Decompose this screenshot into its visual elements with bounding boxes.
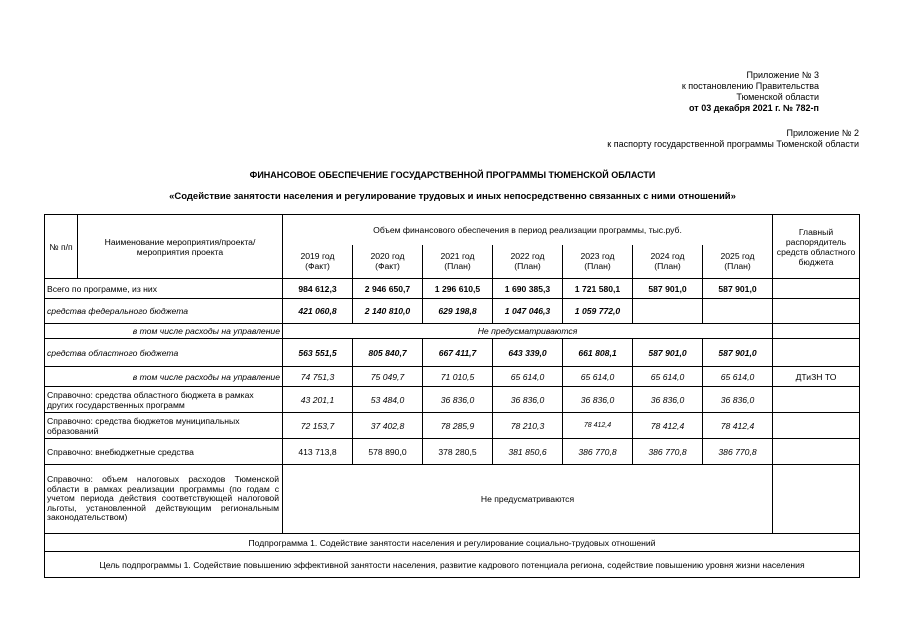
table-row-ref-tax bbox=[45, 465, 860, 534]
appendix-3-line4: от 03 декабря 2021 г. № 782-п bbox=[689, 103, 819, 113]
appendix-3-line2: к постановлению Правительства bbox=[681, 81, 819, 91]
document-title: ФИНАНСОВОЕ ОБЕСПЕЧЕНИЕ ГОСУДАРСТВЕННОЙ ПРОГРАММЫ ТЮМЕНСКОЙ ОБЛАСТИ bbox=[249, 170, 656, 180]
cell-note: Не предусматриваются bbox=[283, 324, 773, 339]
row-label: средства федерального бюджета bbox=[45, 299, 283, 324]
header-year: 2019 год (Факт) bbox=[283, 245, 353, 279]
cell-manager bbox=[773, 387, 860, 413]
cell-value: 661 808,1 bbox=[563, 339, 633, 367]
cell-value: 1 047 046,3 bbox=[493, 299, 563, 324]
appendix-3-line1: Приложение № 3 bbox=[746, 70, 819, 80]
cell-manager bbox=[773, 299, 860, 324]
cell-value: 2 946 650,7 bbox=[353, 279, 423, 299]
cell-value-empty bbox=[633, 299, 703, 324]
table-row-subprogram bbox=[45, 534, 860, 552]
row-label: Всего по программе, из них bbox=[45, 279, 283, 299]
appendix-2-line1: Приложение № 2 bbox=[786, 128, 859, 138]
table-row-ref-other-programs bbox=[45, 387, 860, 413]
cell-value: 36 836,0 bbox=[563, 387, 633, 413]
cell-value: 78 210,3 bbox=[493, 413, 563, 439]
cell-value: 78 412,4 bbox=[703, 413, 773, 439]
header-year: 2024 год (План) bbox=[633, 245, 703, 279]
cell-value: 1 721 580,1 bbox=[563, 279, 633, 299]
header-year: 2022 год (План) bbox=[493, 245, 563, 279]
row-label: Справочно: объем налоговых расходов Тюменской области в рамках реализации программы (по годам с учетом периода действия соответствующей налоговой льготы, установленной действующим региональным законодательством) bbox=[45, 465, 283, 534]
cell-value: 386 770,8 bbox=[633, 439, 703, 465]
cell-value: 805 840,7 bbox=[353, 339, 423, 367]
cell-manager bbox=[773, 465, 860, 534]
header-year: 2020 год (Факт) bbox=[353, 245, 423, 279]
cell-manager bbox=[773, 439, 860, 465]
row-label: Справочно: внебюджетные средства bbox=[45, 439, 283, 465]
cell-value: 36 836,0 bbox=[423, 387, 493, 413]
table-row-regional-mgmt bbox=[45, 367, 860, 387]
cell-manager bbox=[773, 339, 860, 367]
row-label: Справочно: средства бюджетов муниципальных образований bbox=[45, 413, 283, 439]
subprogram-goal: Цель подпрограммы 1. Содействие повышению эффективной занятости населения, развитие кадрового потенциала региона, содействие повышению уровня жизни населения bbox=[45, 552, 860, 578]
cell-value: 386 770,8 bbox=[563, 439, 633, 465]
cell-value: 36 836,0 bbox=[703, 387, 773, 413]
appendix-2-line2: к паспорту государственной программы Тюменской области bbox=[607, 139, 859, 149]
cell-value: 36 836,0 bbox=[633, 387, 703, 413]
row-label: в том числе расходы на управление bbox=[45, 324, 283, 339]
cell-value: 587 901,0 bbox=[703, 279, 773, 299]
cell-value-empty bbox=[703, 299, 773, 324]
header-manager: Главный распорядитель средств областного бюджета bbox=[773, 215, 860, 279]
cell-value: 65 614,0 bbox=[633, 367, 703, 387]
cell-value: 43 201,1 bbox=[283, 387, 353, 413]
header-year: 2023 год (План) bbox=[563, 245, 633, 279]
header-name: Наименование мероприятия/проекта/мероприятия проекта bbox=[78, 215, 283, 279]
row-label: средства областного бюджета bbox=[45, 339, 283, 367]
cell-manager bbox=[773, 324, 860, 339]
cell-manager: ДТиЗН ТО bbox=[773, 367, 860, 387]
cell-manager bbox=[773, 413, 860, 439]
header-volume: Объем финансового обеспечения в период реализации программы, тыс.руб. bbox=[283, 215, 773, 245]
table-header-row bbox=[45, 215, 860, 245]
document-subtitle: «Содействие занятости населения и регулирование трудовых и иных непосредственно связанных с ними отношений» bbox=[169, 191, 736, 202]
row-label: в том числе расходы на управление bbox=[45, 367, 283, 387]
header-year: 2025 год (План) bbox=[703, 245, 773, 279]
cell-value: 78 285,9 bbox=[423, 413, 493, 439]
appendix-3-block bbox=[682, 70, 819, 114]
cell-value: 563 551,5 bbox=[283, 339, 353, 367]
cell-value: 65 614,0 bbox=[493, 367, 563, 387]
table-row-goal bbox=[45, 552, 860, 578]
cell-value: 71 010,5 bbox=[423, 367, 493, 387]
appendix-2-block bbox=[607, 128, 859, 150]
header-year: 2021 год (План) bbox=[423, 245, 493, 279]
cell-value: 1 690 385,3 bbox=[493, 279, 563, 299]
cell-value: 65 614,0 bbox=[703, 367, 773, 387]
cell-value: 72 153,7 bbox=[283, 413, 353, 439]
table-row-ref-offbudget bbox=[45, 439, 860, 465]
cell-value: 378 280,5 bbox=[423, 439, 493, 465]
cell-value: 587 901,0 bbox=[633, 279, 703, 299]
appendix-3-line3: Тюменской области bbox=[736, 92, 819, 102]
table-row-total bbox=[45, 279, 860, 299]
cell-value: 984 612,3 bbox=[283, 279, 353, 299]
row-label: Справочно: средства областного бюджета в рамках других государственных программ bbox=[45, 387, 283, 413]
cell-value: 1 296 610,5 bbox=[423, 279, 493, 299]
cell-value: 667 411,7 bbox=[423, 339, 493, 367]
cell-value: 74 751,3 bbox=[283, 367, 353, 387]
cell-value: 587 901,0 bbox=[633, 339, 703, 367]
table-row-federal-mgmt bbox=[45, 324, 860, 339]
cell-value: 75 049,7 bbox=[353, 367, 423, 387]
cell-value: 643 339,0 bbox=[493, 339, 563, 367]
cell-value: 65 614,0 bbox=[563, 367, 633, 387]
table-row-federal bbox=[45, 299, 860, 324]
cell-value: 413 713,8 bbox=[283, 439, 353, 465]
table-row-ref-municipal bbox=[45, 413, 860, 439]
cell-value: 629 198,8 bbox=[423, 299, 493, 324]
cell-value: 1 059 772,0 bbox=[563, 299, 633, 324]
cell-value: 381 850,6 bbox=[493, 439, 563, 465]
cell-value: 78 412,4 bbox=[563, 413, 633, 439]
cell-value: 2 140 810,0 bbox=[353, 299, 423, 324]
cell-value: 37 402,8 bbox=[353, 413, 423, 439]
cell-manager bbox=[773, 279, 860, 299]
cell-value: 587 901,0 bbox=[703, 339, 773, 367]
cell-value: 386 770,8 bbox=[703, 439, 773, 465]
cell-value: 36 836,0 bbox=[493, 387, 563, 413]
cell-note: Не предусматриваются bbox=[283, 465, 773, 534]
cell-value: 578 890,0 bbox=[353, 439, 423, 465]
table-row-regional bbox=[45, 339, 860, 367]
cell-value: 421 060,8 bbox=[283, 299, 353, 324]
financing-table bbox=[44, 214, 860, 578]
subprogram-title: Подпрограмма 1. Содействие занятости населения и регулирование социально-трудовых отношений bbox=[45, 534, 860, 552]
cell-value: 78 412,4 bbox=[633, 413, 703, 439]
cell-value: 53 484,0 bbox=[353, 387, 423, 413]
header-num: № п/п bbox=[45, 215, 78, 279]
